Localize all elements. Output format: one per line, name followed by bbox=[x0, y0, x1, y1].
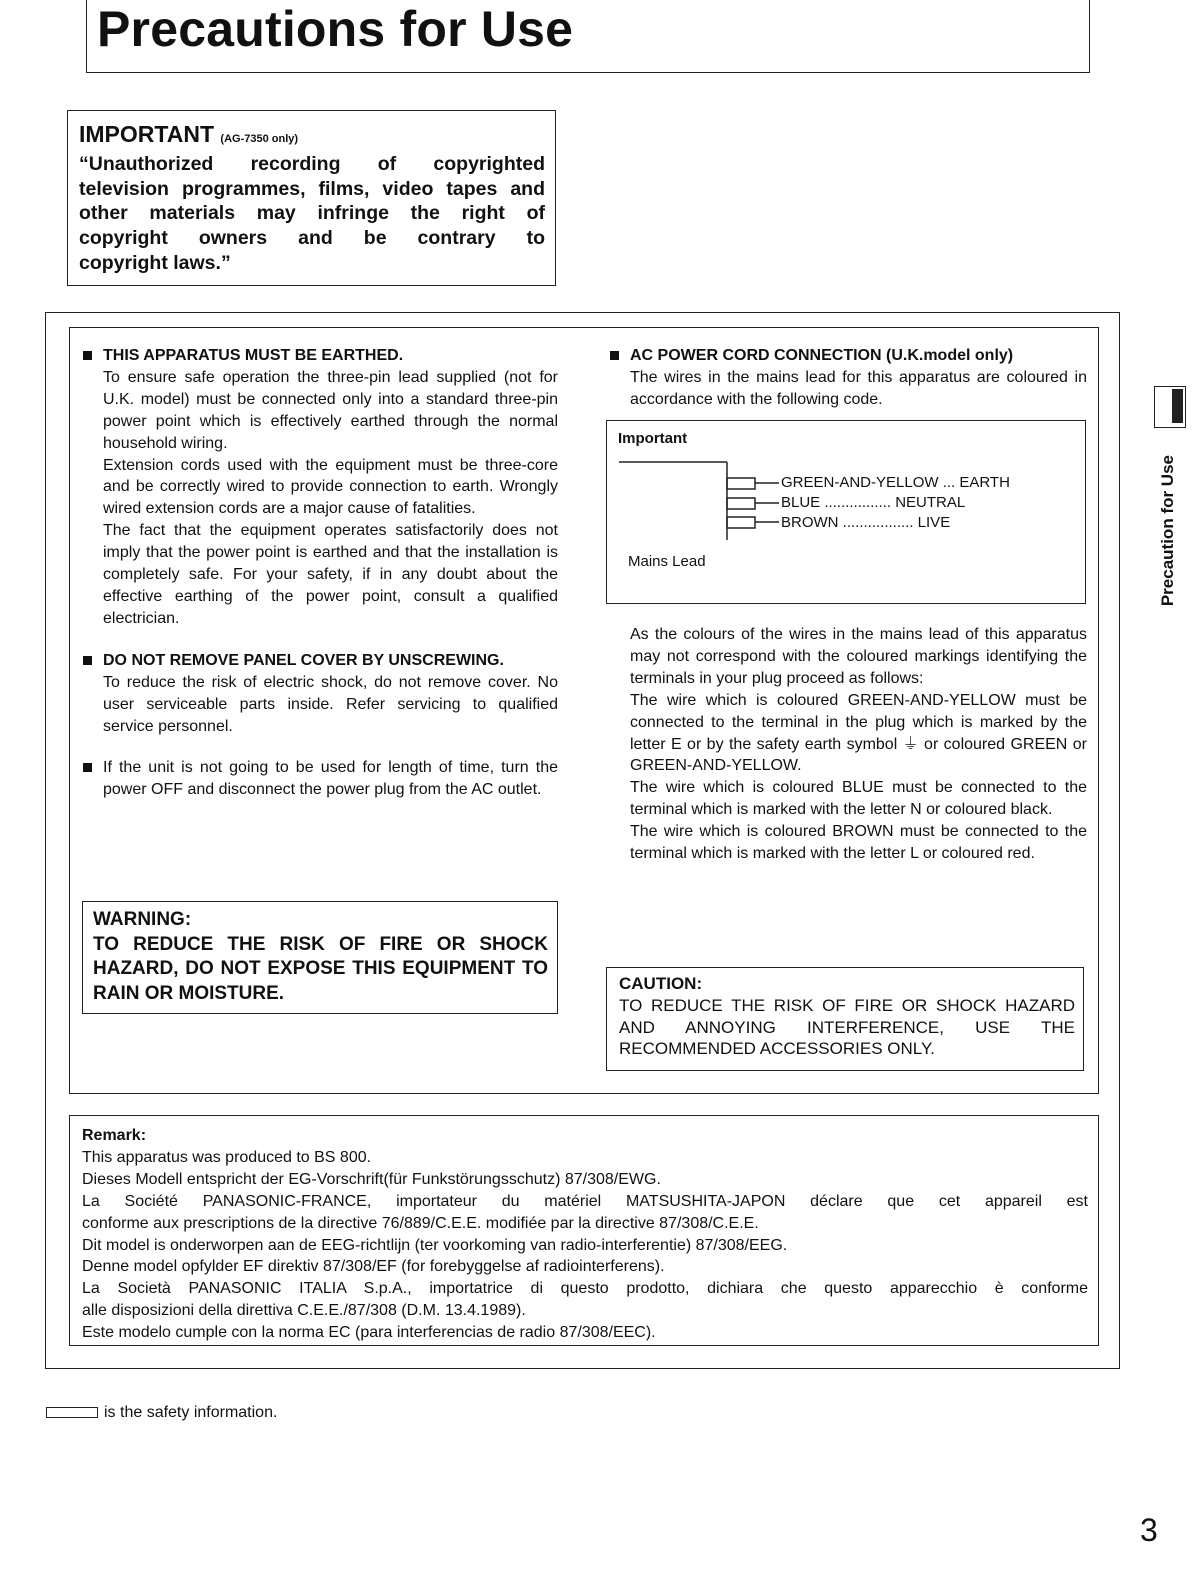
remark-line: Denne model opfylder EF direktiv 87/308/EF (for forebyggelse af radiointerferens). bbox=[82, 1258, 665, 1276]
colours-text-4: The wire which is coloured BROWN must be connected to the terminal which is marked with the letter L or coloured red. bbox=[630, 823, 1087, 863]
important-line: other materials may infringe the right of bbox=[79, 202, 545, 225]
colours-section bbox=[630, 624, 1087, 865]
colours-text-3: The wire which is coloured BLUE must be connected to the terminal which is marked with the letter N or coloured black. bbox=[630, 779, 1087, 819]
important-heading-note: (AG-7350 only) bbox=[220, 133, 299, 145]
warning-content bbox=[93, 908, 548, 1006]
ac-heading: AC POWER CORD CONNECTION (U.K.model only) bbox=[630, 347, 1014, 364]
bullet-square-icon bbox=[83, 351, 92, 360]
panel-heading: DO NOT REMOVE PANEL COVER BY UNSCREWING. bbox=[103, 651, 504, 669]
important-line: copyright owners and be contrary to bbox=[79, 227, 545, 250]
warning-title: WARNING: bbox=[93, 909, 192, 930]
earth-text-3: The fact that the equipment operates satisfactorily does not imply that the power point is earthed and that the installation is completely safe. For your safety, if in any doubt about the effective earthing of the power point, consult a qualified electrician. bbox=[103, 522, 558, 627]
important-text bbox=[79, 152, 545, 276]
remark-line: conforme aux prescriptions de la directive 76/889/C.E.E. modifiée par la directive 87/308/C.E.E. bbox=[82, 1214, 759, 1232]
important-line: “Unauthorized recording of copyrighted bbox=[79, 153, 545, 175]
ac-section bbox=[630, 345, 1087, 411]
footer-note-text: is the safety information. bbox=[104, 1404, 278, 1421]
important-heading-text: IMPORTANT bbox=[79, 121, 215, 147]
earth-section bbox=[103, 345, 558, 630]
remark-line: This apparatus was produced to BS 800. bbox=[82, 1148, 372, 1166]
side-tab-marker bbox=[1172, 389, 1183, 423]
wire-live: BROWN ................. LIVE bbox=[781, 514, 951, 531]
unused-section bbox=[103, 757, 558, 801]
safety-frame-icon bbox=[46, 1407, 98, 1418]
remark-line: Este modelo cumple con la norma EC (para interferencias de radio 87/308/EEC). bbox=[82, 1324, 656, 1342]
remark-line: alle disposizioni della direttiva C.E.E./87/308 (D.M. 13.4.1989). bbox=[82, 1302, 526, 1320]
warning-box bbox=[82, 901, 558, 1014]
wire-neutral: BLUE ................ NEUTRAL bbox=[781, 494, 966, 511]
left-column bbox=[103, 345, 558, 801]
important-line: copyright laws.” bbox=[79, 251, 231, 274]
caution-box bbox=[606, 967, 1084, 1071]
important-heading bbox=[79, 121, 298, 148]
side-tab-label: Precaution for Use bbox=[1158, 455, 1177, 607]
bullet-square-icon bbox=[610, 351, 619, 360]
page-title: Precautions for Use bbox=[97, 1, 574, 57]
caution-text: TO REDUCE THE RISK OF FIRE OR SHOCK HAZARD AND ANNOYING INTERFERENCE, USE THE RECOMMENDED ACCESSORIES ONLY. bbox=[619, 995, 1075, 1059]
earth-heading: THIS APPARATUS MUST BE EARTHED. bbox=[103, 347, 404, 364]
remark-line: Dit model is onderworpen aan de EEG-richtlijn (ter voorkoming van radio-interferentie) 87/308/EEG. bbox=[82, 1236, 788, 1254]
remark-content bbox=[82, 1125, 1088, 1344]
diagram-title: Important bbox=[618, 430, 688, 447]
remark-title: Remark: bbox=[82, 1127, 147, 1144]
footer-note bbox=[46, 1404, 277, 1422]
mains-lead-diagram bbox=[619, 455, 779, 545]
remark-line: La Société PANASONIC-FRANCE, importateur du matériel MATSUSHITA-JAPON déclare que cet appareil est bbox=[82, 1192, 1088, 1210]
page-number: 3 bbox=[1140, 1512, 1158, 1548]
bullet-square-icon bbox=[83, 656, 92, 665]
caution-title: CAUTION: bbox=[619, 974, 703, 993]
important-line: television programmes, films, video tapes and bbox=[79, 177, 545, 200]
earth-text-2: Extension cords used with the equipment must be three-core and be correctly wired to provide connection to earth. Wrongly wired extension cords are a major cause of fatalities. bbox=[103, 456, 558, 518]
ac-text: The wires in the mains lead for this apparatus are coloured in accordance with the following code. bbox=[630, 368, 1087, 408]
caution-content bbox=[619, 973, 1075, 1060]
colours-text-1: As the colours of the wires in the mains lead of this apparatus may not correspond with the coloured markings identifying the terminals in your plug proceed as follows: bbox=[630, 626, 1087, 687]
warning-text: TO REDUCE THE RISK OF FIRE OR SHOCK HAZARD, DO NOT EXPOSE THIS EQUIPMENT TO RAIN OR MOISTURE. bbox=[93, 933, 548, 1004]
colours-text-2: The wire which is coloured GREEN-AND-YELLOW must be connected to the terminal in the plug which is marked by the letter E or by the safety earth symbol ⏚ or coloured GREEN or GREEN-AND-YELLOW. bbox=[630, 691, 1087, 775]
side-tab bbox=[1154, 386, 1186, 428]
wire-earth: GREEN-AND-YELLOW ... EARTH bbox=[781, 474, 1010, 491]
title-box bbox=[86, 0, 1090, 73]
earth-text-1: To ensure safe operation the three-pin lead supplied (not for U.K. model) must be connected only into a standard three-pin power point which is effectively earthed through the normal household wiring. bbox=[103, 368, 558, 452]
remark-line: Dieses Modell entspricht der EG-Vorschrift(für Funkstörungsschutz) 87/308/EWG. bbox=[82, 1170, 661, 1188]
important-box bbox=[67, 110, 556, 286]
remark-line: La Società PANASONIC ITALIA S.p.A., importatrice di questo prodotto, dichiara che questo apparecchio è conforme bbox=[82, 1280, 1088, 1298]
bullet-square-icon bbox=[83, 763, 92, 772]
mains-lead-label: Mains Lead bbox=[628, 553, 706, 570]
panel-text: To reduce the risk of electric shock, do not remove cover. No user serviceable parts inside. Refer servicing to qualified service personnel. bbox=[103, 673, 558, 735]
unused-text: If the unit is not going to be used for length of time, turn the power OFF and disconnect the power plug from the AC outlet. bbox=[103, 759, 558, 799]
remark-box bbox=[69, 1115, 1099, 1346]
panel-section bbox=[103, 650, 558, 738]
wiring-diagram-box bbox=[606, 420, 1086, 604]
wire-legend bbox=[781, 473, 1046, 533]
